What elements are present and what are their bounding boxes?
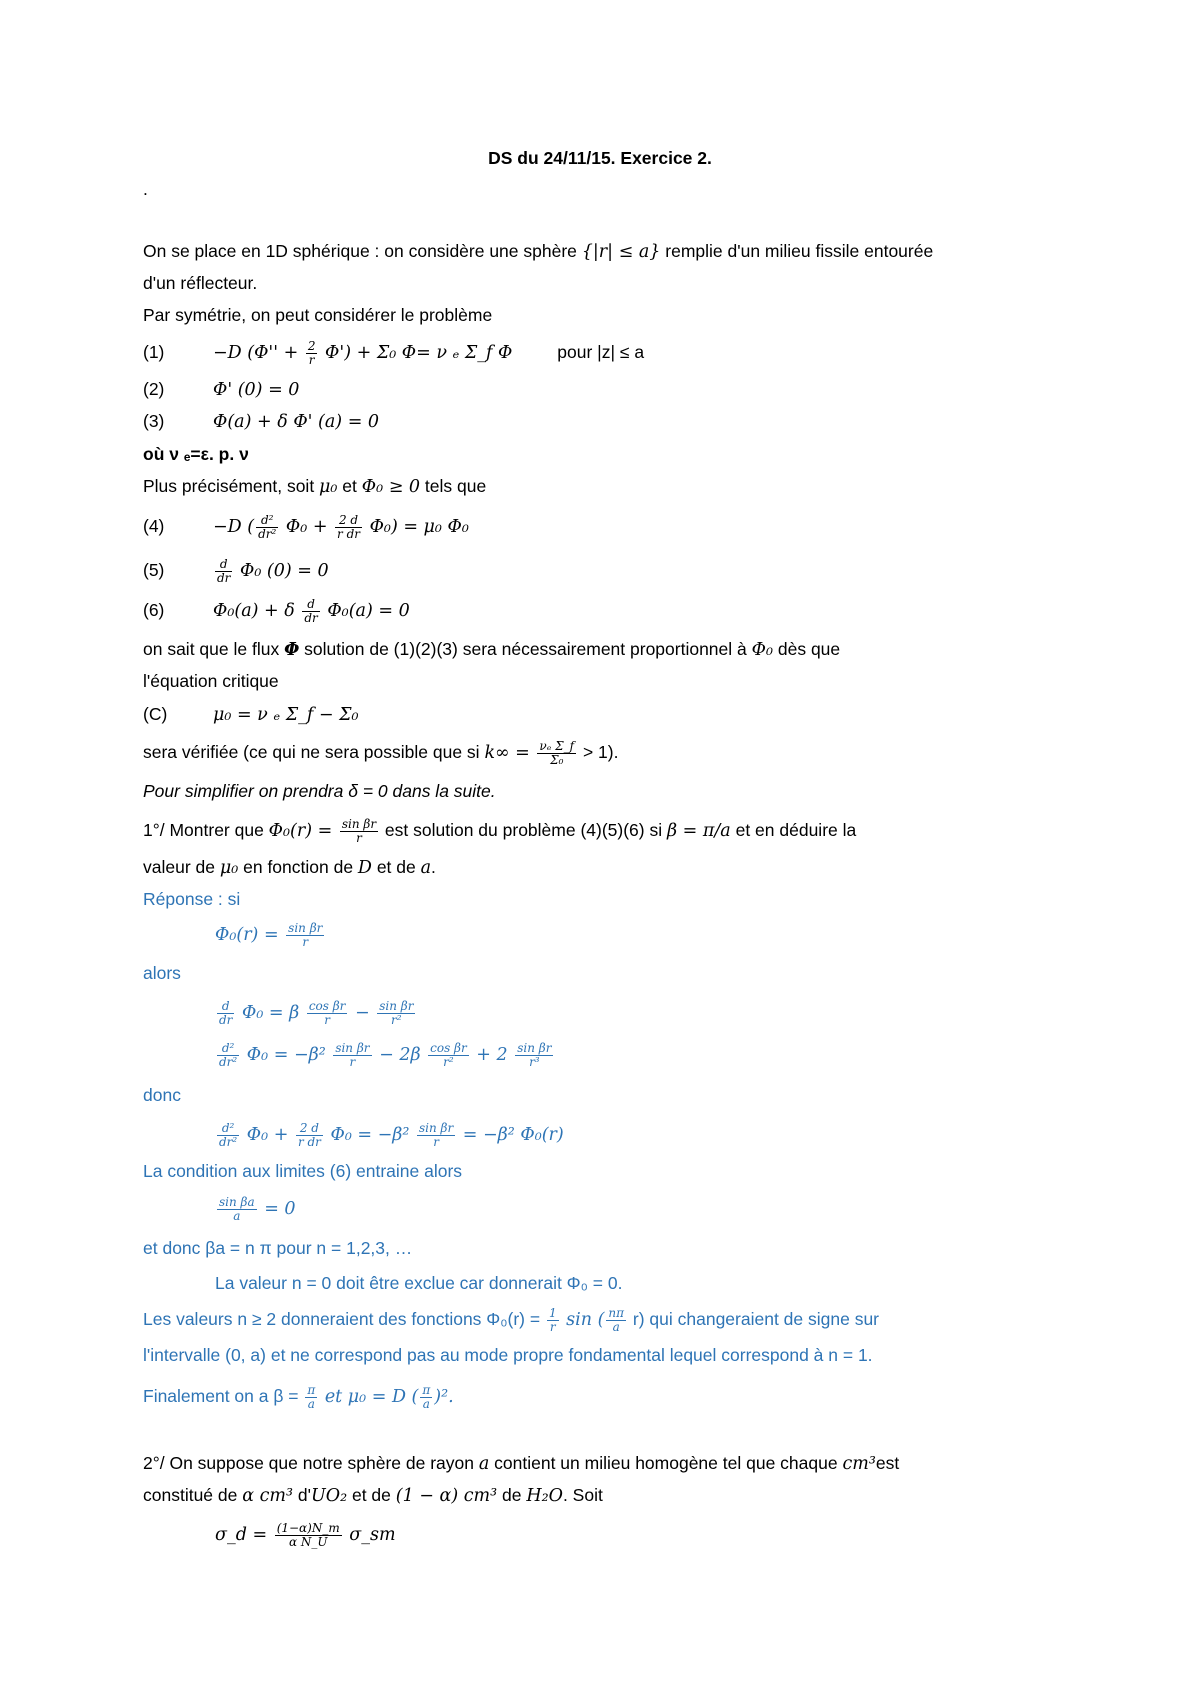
text: contient un milieu homogène tel que chaque	[489, 1453, 843, 1473]
math: −D (	[213, 517, 255, 538]
math: (1 − α) cm³	[395, 1486, 498, 1506]
equation-4	[143, 514, 469, 541]
denominator: Σ₀	[550, 753, 564, 767]
text: d'	[293, 1485, 311, 1505]
math: )².	[434, 1387, 454, 1408]
numerator: (1−α)N_m	[276, 1521, 340, 1535]
text: est solution du problème (4)(5)(6) si	[380, 820, 667, 841]
math: UO₂	[310, 1486, 348, 1506]
denominator: r	[433, 1135, 439, 1149]
numerator: d²	[217, 1042, 239, 1056]
question-1-line-1	[143, 818, 856, 845]
page-title: DS du 24/11/15. Exercice 2.	[488, 148, 712, 168]
denominator: a	[233, 1209, 241, 1223]
denominator: r²	[391, 1013, 402, 1027]
text: .	[431, 857, 436, 877]
math: = −β² Φ₀(r)	[457, 1125, 564, 1146]
text: On se place en 1D sphérique : on considère une sphère	[143, 241, 582, 261]
text: tels que	[420, 476, 487, 496]
denominator: r dr	[337, 527, 361, 541]
denominator: r	[349, 1055, 356, 1069]
fraction	[286, 922, 324, 949]
fraction	[335, 514, 362, 541]
numerator: d²	[217, 1122, 239, 1136]
denominator: r	[302, 935, 309, 949]
math: μ₀	[219, 858, 239, 878]
math: = 0	[258, 1199, 296, 1220]
text: 2°/ On suppose que notre sphère de rayon	[143, 1453, 479, 1473]
phi0-definition	[215, 922, 326, 949]
intervalle-line: l'intervalle (0, a) et ne correspond pas au mode propre fondamental lequel correspond à n = 1.	[143, 1345, 873, 1365]
eq-number: (5)	[143, 560, 165, 581]
text: et	[337, 476, 362, 496]
nu-definition: où ν ₑ=ε. p. ν	[143, 444, 249, 464]
simplification-note: Pour simplifier on prendra δ = 0 dans la suite.	[143, 781, 496, 801]
text: de	[497, 1485, 527, 1505]
denominator: α N_U	[288, 1535, 328, 1549]
intro-line-1	[143, 240, 933, 263]
denominator: dr	[217, 571, 231, 585]
equation-6	[143, 598, 410, 625]
text: > 1).	[578, 742, 619, 763]
equation-critique	[143, 703, 359, 726]
numerator: cos βr	[430, 1041, 467, 1055]
question-2-line-2	[143, 1484, 603, 1507]
laplacian-result	[215, 1122, 564, 1149]
text: en fonction de	[238, 857, 358, 877]
numerator: d	[302, 598, 319, 612]
question-1-line-2	[143, 856, 436, 879]
text: et en déduire la	[730, 820, 857, 841]
denominator: dr²	[219, 1055, 238, 1069]
numerator: 2 d	[296, 1122, 323, 1136]
numerator: νₑ Σ_f	[539, 739, 575, 753]
eq-number: (6)	[143, 600, 165, 621]
numerator: π	[422, 1383, 431, 1397]
first-derivative	[215, 1000, 417, 1027]
math: Φ₀ = −β²	[324, 1125, 415, 1146]
verification-line	[143, 740, 618, 767]
math: sin (	[560, 1310, 605, 1331]
text: . Soit	[562, 1485, 603, 1505]
equation-5	[143, 558, 329, 585]
fraction	[377, 1000, 415, 1027]
fraction	[305, 1384, 317, 1411]
numerator: 2 d	[335, 514, 362, 528]
equation-3	[143, 410, 379, 433]
numerator: 2	[307, 339, 316, 353]
fraction	[217, 1042, 239, 1069]
text: r) qui changeraient de signe sur	[628, 1309, 880, 1330]
text: 1°/ Montrer que	[143, 820, 269, 841]
numerator: π	[307, 1383, 316, 1397]
condition: pour |z| ≤ a	[557, 342, 645, 363]
denominator: r	[308, 353, 315, 367]
second-derivative	[215, 1042, 555, 1069]
flux-line-1	[143, 638, 840, 661]
denominator: r	[356, 831, 362, 845]
fraction	[217, 1122, 239, 1149]
math: μ₀ = ν ₑ Σ_f − Σ₀	[213, 705, 359, 725]
numerator: sin βa	[219, 1195, 255, 1209]
math: −	[349, 1003, 376, 1024]
math: α cm³	[242, 1486, 294, 1506]
denominator: r	[324, 1013, 330, 1027]
math: H₂O	[526, 1486, 563, 1506]
denominator: dr	[219, 1013, 233, 1027]
flux-line-2: l'équation critique	[143, 671, 279, 691]
math: a	[478, 1454, 490, 1474]
eq-number: (3)	[143, 411, 165, 431]
denominator: r²	[443, 1055, 454, 1069]
math: a	[420, 858, 432, 878]
numerator: sin βr	[517, 1041, 552, 1055]
eq-number: (4)	[143, 516, 165, 537]
denominator: a	[307, 1397, 315, 1411]
numerator: nπ	[608, 1306, 625, 1320]
text: dès que	[773, 639, 841, 659]
math: μ₀	[319, 477, 338, 497]
fraction	[606, 1307, 626, 1334]
numerator: sin βr	[288, 921, 323, 935]
fraction	[307, 1000, 348, 1027]
text: et de	[371, 857, 421, 877]
text: constitué de	[143, 1485, 243, 1505]
final-result	[143, 1384, 454, 1411]
denominator: r dr	[297, 1135, 321, 1149]
equation-2	[143, 378, 299, 401]
intro-line-2: d'un réflecteur.	[143, 273, 258, 293]
math: {|r| ≤ a}	[581, 242, 661, 262]
text: Les valeurs n ≥ 2 donneraient des fonctions Φ₀(r) =	[143, 1309, 545, 1330]
fraction	[296, 1122, 323, 1149]
text: sera vérifiée (ce qui ne sera possible que si	[143, 742, 485, 763]
math: Φ₀ +	[280, 517, 334, 538]
fraction	[547, 1307, 559, 1334]
math: Φ(a) + δ Φ' (a) = 0	[213, 412, 380, 432]
fraction	[537, 740, 576, 767]
fraction	[333, 1042, 371, 1069]
numerator: d²	[256, 514, 278, 528]
sigma-d-definition	[215, 1522, 396, 1549]
eq-number: (1)	[143, 342, 165, 363]
math: Φ₀ +	[241, 1125, 294, 1146]
denominator: dr	[304, 611, 318, 625]
math: Φ₀ = −β²	[241, 1045, 332, 1066]
text: et de	[347, 1485, 396, 1505]
text: Finalement on a β =	[143, 1386, 304, 1407]
alors-label: alors	[143, 963, 181, 983]
math: D	[357, 858, 372, 878]
denominator: dr²	[258, 527, 277, 541]
math: −D (Φ'' +	[213, 343, 304, 364]
numerator: sin βr	[379, 999, 414, 1013]
numerator: sin βr	[335, 1041, 370, 1055]
fraction	[428, 1042, 469, 1069]
math: Φ' (0) = 0	[213, 380, 300, 400]
text: solution de (1)(2)(3) sera nécessairement proportionnel à	[299, 639, 752, 659]
math: Φ') + Σ₀ Φ= ν ₑ Σ_f Φ	[319, 343, 513, 364]
math: Φ₀	[751, 640, 773, 660]
fraction	[420, 1384, 432, 1411]
math: + 2	[470, 1045, 514, 1066]
condition-limites: La condition aux limites (6) entraine alors	[143, 1161, 463, 1181]
math: Φ₀ (0) = 0	[234, 561, 329, 582]
higher-modes-line	[143, 1307, 879, 1334]
text: Plus précisément, soit	[143, 476, 320, 496]
math: σ_sm	[343, 1525, 396, 1546]
numerator: d	[217, 1000, 234, 1014]
text: on sait que le flux	[143, 639, 285, 659]
math: Φ	[284, 640, 300, 660]
fraction	[275, 1522, 342, 1549]
sin-beta-a-equation	[215, 1196, 296, 1223]
math: cm³	[842, 1454, 876, 1474]
fraction	[217, 1196, 257, 1223]
math: β = π/a	[666, 821, 731, 842]
math: Φ₀ ≥ 0	[361, 477, 421, 497]
fraction	[417, 1122, 455, 1149]
fraction	[515, 1042, 553, 1069]
denominator: a	[422, 1397, 430, 1411]
numerator: sin βr	[419, 1121, 454, 1135]
math: k∞ =	[484, 743, 536, 764]
math: Φ₀(a) = 0	[321, 601, 410, 622]
eq-number: (C)	[143, 704, 168, 724]
fraction	[256, 514, 278, 541]
math: Φ₀(r) =	[268, 821, 338, 842]
donc-label: donc	[143, 1085, 181, 1105]
denominator: a	[612, 1320, 620, 1334]
eq-number: (2)	[143, 379, 165, 399]
n-zero-excluded: La valeur n = 0 doit être exclue car donnerait Φ₀ = 0.	[215, 1273, 623, 1293]
fraction	[340, 818, 378, 845]
math: Φ₀) = μ₀ Φ₀	[364, 517, 469, 538]
reponse-label: Réponse : si	[143, 889, 241, 909]
denominator: dr²	[219, 1135, 238, 1149]
equation-1	[143, 340, 644, 367]
fraction	[217, 1000, 234, 1027]
dot: .	[143, 179, 148, 199]
fraction	[215, 558, 232, 585]
math: et μ₀ = D (	[319, 1387, 419, 1408]
denominator: r	[549, 1320, 556, 1334]
question-2-line-1	[143, 1452, 899, 1475]
numerator: 1	[548, 1306, 557, 1320]
precisement-line	[143, 475, 486, 498]
text: remplie d'un milieu fissile entourée	[660, 241, 934, 261]
math: Φ₀ = β	[236, 1003, 305, 1024]
fraction	[302, 598, 319, 625]
math: Φ₀(r) =	[215, 925, 285, 946]
intro-line-3: Par symétrie, on peut considérer le problème	[143, 305, 493, 325]
beta-a-n-pi: et donc βa = n π pour n = 1,2,3, …	[143, 1238, 413, 1258]
text: valeur de	[143, 857, 220, 877]
math: σ_d =	[215, 1525, 273, 1546]
numerator: sin βr	[341, 817, 377, 831]
numerator: d	[215, 558, 232, 572]
text: est	[875, 1453, 900, 1473]
math: Φ₀(a) + δ	[213, 601, 301, 622]
denominator: r³	[529, 1055, 540, 1069]
numerator: cos βr	[308, 999, 346, 1013]
math: − 2β	[373, 1045, 427, 1066]
fraction	[306, 340, 318, 367]
